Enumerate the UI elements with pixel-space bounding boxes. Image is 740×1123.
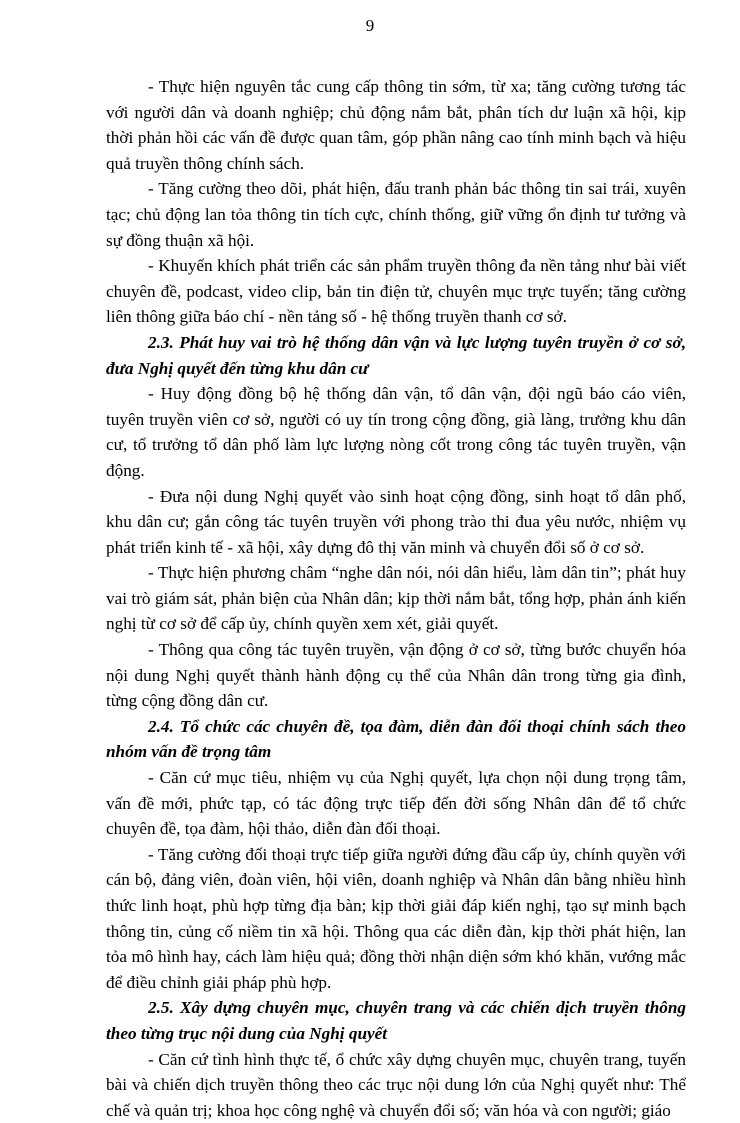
section-heading-2-3: 2.3. Phát huy vai trò hệ thống dân vận và lực lượng tuyên truyền ở cơ sở, đưa Nghị quyết đến từng khu dân cư xyxy=(106,332,686,378)
paragraph: - Thông qua công tác tuyên truyền, vận động ở cơ sở, từng bước chuyển hóa nội dung Nghị quyết thành hành động cụ thể của Nhân dân trong từng gia đình, từng cộng đồng dân cư. xyxy=(106,640,686,711)
paragraph: - Khuyến khích phát triển các sản phẩm truyền thông đa nền tảng như bài viết chuyên đề, podcast, video clip, bản tin điện tử, chuyên mục trực tuyến; tăng cường liên thông giữa báo chí - nền tảng số - hệ thống truyền thanh cơ sở. xyxy=(106,256,686,327)
section-heading-2-5: 2.5. Xây dựng chuyên mục, chuyên trang và các chiến dịch truyền thông theo từng trục nội dung của Nghị quyết xyxy=(106,998,686,1043)
paragraph: - Căn cứ mục tiêu, nhiệm vụ của Nghị quyết, lựa chọn nội dung trọng tâm, vấn đề mới, phức tạp, có tác động trực tiếp đến đời sống Nhân dân để tổ chức chuyên đề, tọa đàm, hội thảo, diễn đàn đối thoại. xyxy=(106,768,686,839)
page-number: 9 xyxy=(365,16,375,35)
paragraph: - Huy động đồng bộ hệ thống dân vận, tổ dân vận, đội ngũ báo cáo viên, tuyên truyền viên cơ sở, người có uy tín trong cộng đồng, già làng, trưởng khu dân cư, tổ trưởng tổ dân phố làm lực lượng nòng cốt trong công tác tuyên truyền, vận động. xyxy=(106,384,686,480)
paragraph: - Tăng cường đối thoại trực tiếp giữa người đứng đầu cấp ủy, chính quyền với cán bộ, đảng viên, đoàn viên, hội viên, doanh nghiệp và Nhân dân bằng nhiều hình thức linh hoạt, phù hợp từng địa bàn; kịp thời giải đáp kiến nghị, tạo sự minh bạch thông tin, củng cố niềm tin xã hội. Thông qua các diễn đàn, kịp thời phát hiện, lan tỏa mô hình hay, cách làm hiệu quả; đồng thời nhận diện sớm khó khăn, vướng mắc để điều chỉnh giải pháp phù hợp. xyxy=(106,844,686,992)
document-body xyxy=(106,74,686,1123)
paragraph: - Tăng cường theo dõi, phát hiện, đấu tranh phản bác thông tin sai trái, xuyên tạc; chủ động lan tỏa thông tin tích cực, chính thống, giữ vững ổn định tư tưởng và sự đồng thuận xã hội. xyxy=(106,179,686,250)
paragraph: - Thực hiện phương châm “nghe dân nói, nói dân hiểu, làm dân tin”; phát huy vai trò giám sát, phản biện của Nhân dân; kịp thời nắm bắt, tổng hợp, phản ánh kiến nghị từ cơ sở để cấp ủy, chính quyền xem xét, giải quyết. xyxy=(106,563,686,634)
paragraph: - Đưa nội dung Nghị quyết vào sinh hoạt cộng đồng, sinh hoạt tổ dân phố, khu dân cư; gắn công tác tuyên truyền với phong trào thi đua yêu nước, nhiệm vụ phát triển kinh tế - xã hội, xây dựng đô thị văn minh và chuyển đổi số ở cơ sở. xyxy=(106,486,686,557)
section-heading-2-4: 2.4. Tổ chức các chuyên đề, tọa đàm, diễn đàn đối thoại chính sách theo nhóm vấn đề trọng tâm xyxy=(106,716,686,762)
paragraph: - Thực hiện nguyên tắc cung cấp thông tin sớm, từ xa; tăng cường tương tác với người dân và doanh nghiệp; chủ động nắm bắt, phân tích dư luận xã hội, kịp thời phản hồi các vấn đề được quan tâm, góp phần nâng cao tính minh bạch và hiệu quả truyền thông chính sách. xyxy=(106,77,686,173)
paragraph: - Căn cứ tình hình thực tế, ổ chức xây dựng chuyên mục, chuyên trang, tuyến bài và chiến dịch truyền thông theo các trục nội dung lớn của Nghị quyết như: Thể chế và quản trị; khoa học công nghệ và chuyển đổi số; văn hóa và con người; giáo xyxy=(106,1049,686,1120)
